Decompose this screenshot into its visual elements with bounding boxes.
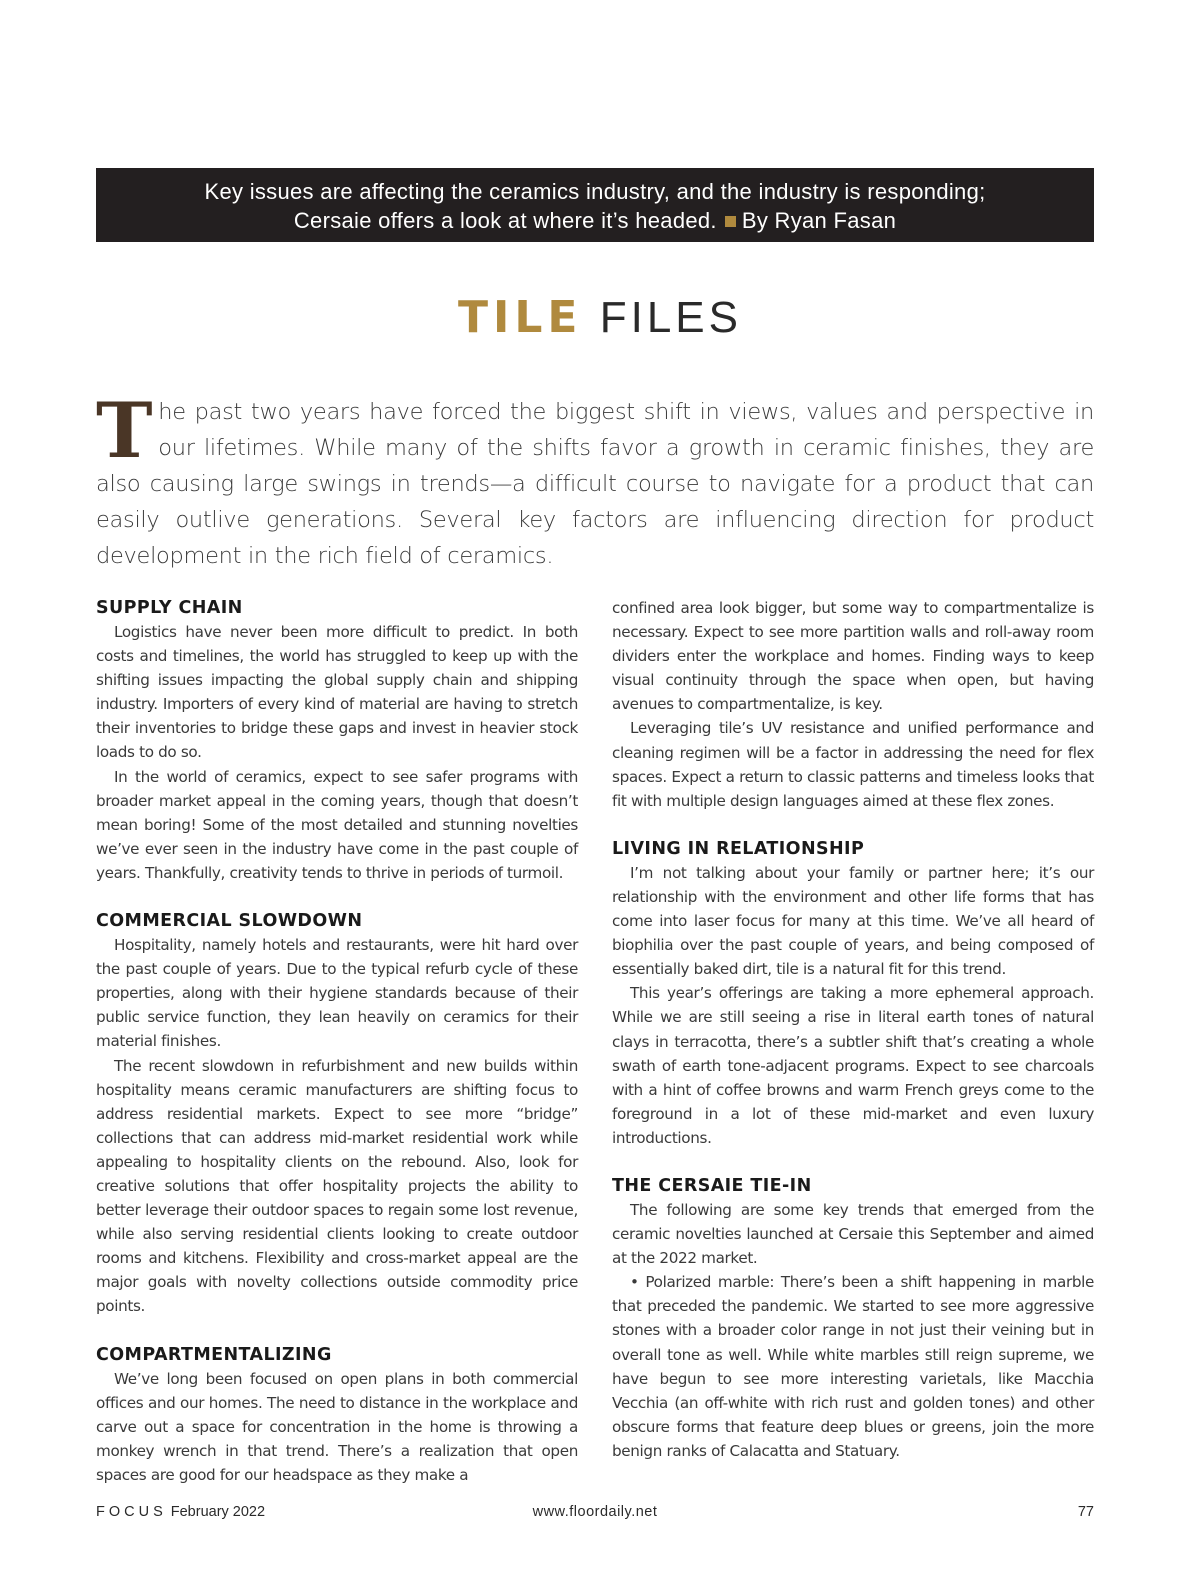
banner-line-1: Key issues are affecting the ceramics industry, and the industry is responding; [204, 179, 986, 204]
commercial-paragraph-1: Hospitality, namely hotels and restaurants, were hit hard over the past couple of years. Due to the typical refurb cycle of these properties, along with their hygiene standards because of their public service function, they lean heavily on ceramics for their material finishes. [96, 936, 578, 1051]
intro-text: he past two years have forced the biggest shift in views, values and perspective in our lifetimes. While many of the shifts favor a growth in ceramic finishes, they are also causing large swings in trends—a difficult course to navigate for a product that can easily outlive generations. Several key factors are influencing direction for product development in the rich field of ceramics. [96, 399, 1094, 569]
banner-line-2 [96, 206, 1094, 235]
heading-living-in-relationship: LIVING IN RELATIONSHIP [612, 838, 865, 859]
square-bullet-icon [725, 216, 736, 227]
cersaie-paragraph-2: • Polarized marble: There’s been a shift happening in marble that preceded the pandemic. We started to see more aggressive stones with a broader color range in not just their veining but in overall tone as well. While white marbles still reign supreme, we have begun to see more interesting varietals, like Macchia Vecchia (an off-white with rich rust and golden tones) and other obscure forms that feature deep blues or greens, join the more benign ranks of Calacatta and Statuary. [612, 1273, 1094, 1460]
heading-supply-chain: SUPPLY CHAIN [96, 598, 243, 618]
title-part-files: FILES [599, 293, 742, 342]
supply-paragraph-2: In the world of ceramics, expect to see safer programs with broader market appeal in the coming years, though that doesn’t mean boring! Some of the most detailed and stunning novelties we’ve ever seen in the industry have come in the past couple of years. Thankfully, creativity tends to thrive in periods of turmoil. [96, 767, 578, 882]
heading-compartmentalizing: COMPARTMENTALIZING [96, 1344, 332, 1365]
cersaie-paragraph-1: The following are some key trends that emerged from the ceramic novelties launched at Cersaie this September and aimed at the 2022 market. [612, 1200, 1094, 1268]
page-number: 77 [1077, 1504, 1094, 1520]
byline: By Ryan Fasan [741, 208, 897, 233]
footer-magazine: FOCUS [96, 1504, 167, 1520]
living-paragraph-2: This year’s offerings are taking a more ephemeral approach. While we are still seeing a rise in literal earth tones of natural clays in terracotta, there’s a subtler shift that’s creating a whole swath of earth tone-adjacent programs. Expect to see charcoals with a hint of coffee browns and warm French greys come to the foreground in a lot of these mid-market and even luxury introductions. [612, 984, 1094, 1147]
compart-paragraph-2: Leveraging tile’s UV resistance and unified performance and cleaning regimen will be a factor in addressing the need for flex spaces. Expect a return to classic patterns and timeless looks that fit with multiple design languages aimed at these flex zones. [612, 719, 1094, 810]
article-title [0, 292, 1200, 344]
compart-paragraph-1: We’ve long been focused on open plans in both commercial offices and our homes. The need to distance in the workplace and carve out a space for concentration in the home is throwing a monkey wrench in that trend. There’s a realization that open spaces are good for our headspace as they make a [96, 1369, 578, 1484]
banner-line-2-text: Cersaie offers a look at where it’s headed. [293, 208, 717, 233]
column-right [612, 596, 1094, 1463]
column-left [96, 596, 578, 1487]
page-footer [96, 1504, 1094, 1524]
living-paragraph-1: I’m not talking about your family or partner here; it’s our relationship with the environment and other life forms that has come into laser focus for many at this time. We’ve all heard of biophilia over the past couple of years, and being composed of essentially baked dirt, tile is a natural fit for this trend. [612, 863, 1094, 979]
title-part-tile: TILE [458, 292, 583, 343]
compart-paragraph-1-continued: confined area look bigger, but some way to compartmentalize is necessary. Expect to see more partition walls and roll-away room dividers enter the workplace and homes. Finding ways to keep visual continuity through the space when open, but having avenues to compartmentalize, is key. [612, 599, 1094, 714]
footer-website: www.floordaily.net [532, 1504, 658, 1520]
intro-paragraph [96, 386, 1094, 574]
supply-paragraph-1: Logistics have never been more difficult to predict. In both costs and timelines, the world has struggled to keep up with the shifting issues impacting the global supply chain and shipping industry. Importers of every kind of material are having to stretch their inventories to bridge these gaps and invest in heavier stock loads to do so. [96, 623, 578, 762]
heading-commercial-slowdown: COMMERCIAL SLOWDOWN [96, 911, 363, 932]
footer-issue: February 2022 [170, 1504, 266, 1520]
heading-cersaie-tie-in: THE CERSAIE TIE-IN [612, 1175, 812, 1196]
drop-cap: T [96, 386, 153, 475]
header-banner [96, 168, 1094, 242]
commercial-paragraph-2: The recent slowdown in refurbishment and new builds within hospitality means ceramic manufacturers are shifting focus to address residential markets. Expect to see more “bridge” collections that can address mid-market residential work while appealing to hospitality clients on the rebound. Also, look for creative solutions that offer hospitality projects the ability to better leverage their outdoor spaces to regain some lost revenue, while also serving residential clients looking to create outdoor rooms and kitchens. Flexibility and cross-market appeal are the major goals with novelty collections outside commodity price points. [96, 1056, 578, 1316]
